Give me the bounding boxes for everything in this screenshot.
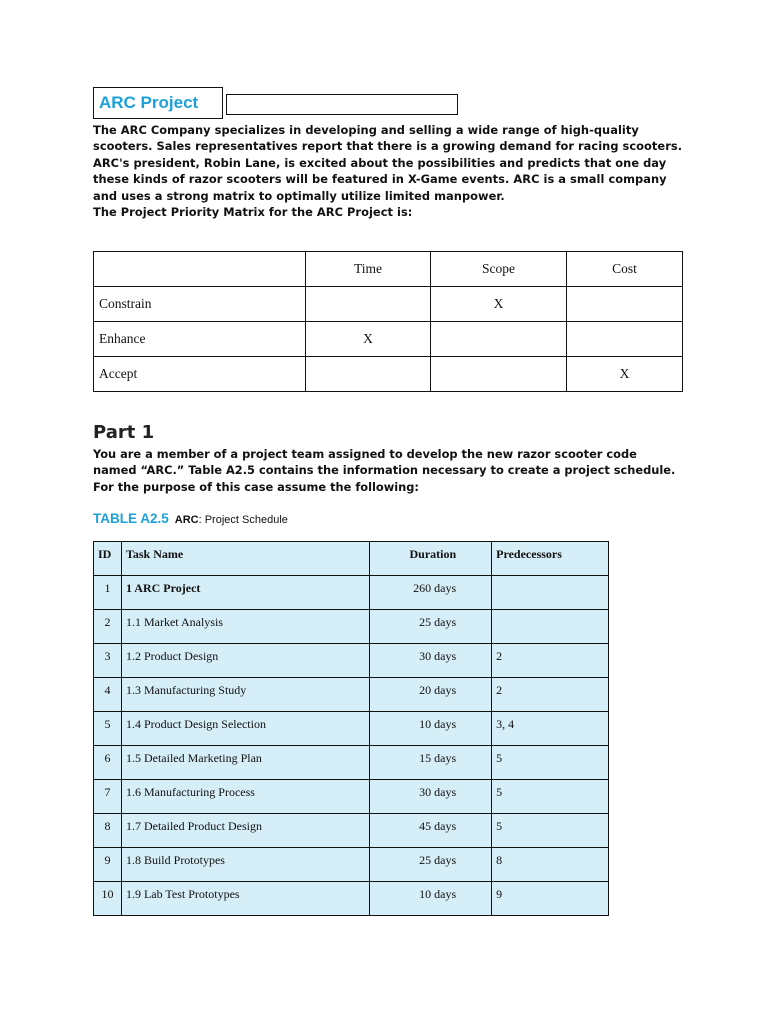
cell-id: 7 [94, 780, 122, 814]
table-row [94, 882, 609, 916]
table-row [94, 610, 609, 644]
priority-row-label: Enhance [94, 322, 306, 357]
priority-row-label: Constrain [94, 287, 306, 322]
cell-duration: 45 days [370, 814, 492, 848]
cell-task-name: 1.6 Manufacturing Process [121, 780, 369, 814]
cell-duration: 25 days [370, 610, 492, 644]
cell-id: 8 [94, 814, 122, 848]
cell-predecessors [492, 610, 609, 644]
table-row [94, 644, 609, 678]
cell-predecessors: 5 [492, 746, 609, 780]
cell-id: 5 [94, 712, 122, 746]
cell-task-name: 1.4 Product Design Selection [121, 712, 369, 746]
cell-duration: 260 days [370, 576, 492, 610]
cell-task-name: 1.1 Market Analysis [121, 610, 369, 644]
cell-task-name: 1.9 Lab Test Prototypes [121, 882, 369, 916]
table-row [94, 814, 609, 848]
cell-duration: 15 days [370, 746, 492, 780]
priority-cell-time: X [306, 322, 431, 357]
intro-text [93, 122, 683, 220]
table-caption-label: TABLE A2.5 [93, 511, 169, 526]
cell-id: 6 [94, 746, 122, 780]
priority-cell-scope: X [431, 287, 567, 322]
cell-predecessors [492, 576, 609, 610]
cell-predecessors: 3, 4 [492, 712, 609, 746]
table-row [94, 576, 609, 610]
cell-task-name: 1.2 Product Design [121, 644, 369, 678]
schedule-header-row [94, 542, 609, 576]
cell-predecessors: 2 [492, 678, 609, 712]
priority-cell-time [306, 287, 431, 322]
priority-cell-cost: X [567, 357, 683, 392]
cell-task-name: 1.5 Detailed Marketing Plan [121, 746, 369, 780]
priority-header-scope: Scope [431, 252, 567, 287]
table-row [94, 780, 609, 814]
cell-predecessors: 9 [492, 882, 609, 916]
priority-header-row [94, 252, 683, 287]
cell-task-name: 1.8 Build Prototypes [121, 848, 369, 882]
cell-duration: 10 days [370, 882, 492, 916]
cell-predecessors: 5 [492, 814, 609, 848]
priority-header-cost: Cost [567, 252, 683, 287]
cell-predecessors: 8 [492, 848, 609, 882]
priority-row [94, 322, 683, 357]
cell-duration: 30 days [370, 780, 492, 814]
schedule-table [93, 541, 609, 916]
header-task-name: Task Name [121, 542, 369, 576]
cell-duration: 30 days [370, 644, 492, 678]
cell-id: 4 [94, 678, 122, 712]
cell-task-name: 1 ARC Project [121, 576, 369, 610]
cell-id: 1 [94, 576, 122, 610]
table-caption-rest: : Project Schedule [198, 514, 288, 526]
header-id: ID [94, 542, 122, 576]
priority-header-time: Time [306, 252, 431, 287]
priority-header-blank [94, 252, 306, 287]
priority-cell-cost [567, 322, 683, 357]
cell-task-name: 1.7 Detailed Product Design [121, 814, 369, 848]
table-caption-arc: ARC [174, 514, 199, 526]
priority-row [94, 287, 683, 322]
table-row [94, 712, 609, 746]
part1-heading: Part 1 [93, 422, 155, 443]
priority-row-label: Accept [94, 357, 306, 392]
matrix-lead: The Project Priority Matrix for the ARC Project is: [93, 205, 413, 220]
priority-row [94, 357, 683, 392]
cell-duration: 25 days [370, 848, 492, 882]
cell-id: 10 [94, 882, 122, 916]
cell-id: 2 [94, 610, 122, 644]
cell-predecessors: 5 [492, 780, 609, 814]
cell-predecessors: 2 [492, 644, 609, 678]
priority-cell-scope [431, 357, 567, 392]
table-row [94, 848, 609, 882]
part1-description: You are a member of a project team assigned to develop the new razor scooter code named “ARC.” Table A2.5 contains the information necessary to create a project schedule. For the purpose of this case assume the following: [93, 447, 676, 494]
cell-duration: 10 days [370, 712, 492, 746]
intro-paragraph: The ARC Company specializes in developing and selling a wide range of high-quality scooters. Sales representatives report that there is a growing demand for racing scooters. ARC's president, Robin Lane, is excited about the possibilities and predicts that one day these kinds of razor scooters will be featured in X-Game events. ARC is a small company and uses a strong matrix to optimally utilize limited manpower. [93, 123, 683, 203]
priority-matrix-table [93, 251, 683, 392]
title-box [93, 87, 223, 119]
header-predecessors: Predecessors [492, 542, 609, 576]
priority-cell-cost [567, 287, 683, 322]
cell-id: 3 [94, 644, 122, 678]
table-caption [93, 511, 288, 526]
page-title: ARC Project [99, 93, 199, 112]
title-blank-field [226, 94, 458, 115]
cell-id: 9 [94, 848, 122, 882]
priority-cell-scope [431, 322, 567, 357]
priority-cell-time [306, 357, 431, 392]
cell-task-name: 1.3 Manufacturing Study [121, 678, 369, 712]
table-row [94, 746, 609, 780]
cell-duration: 20 days [370, 678, 492, 712]
table-row [94, 678, 609, 712]
header-duration: Duration [370, 542, 492, 576]
